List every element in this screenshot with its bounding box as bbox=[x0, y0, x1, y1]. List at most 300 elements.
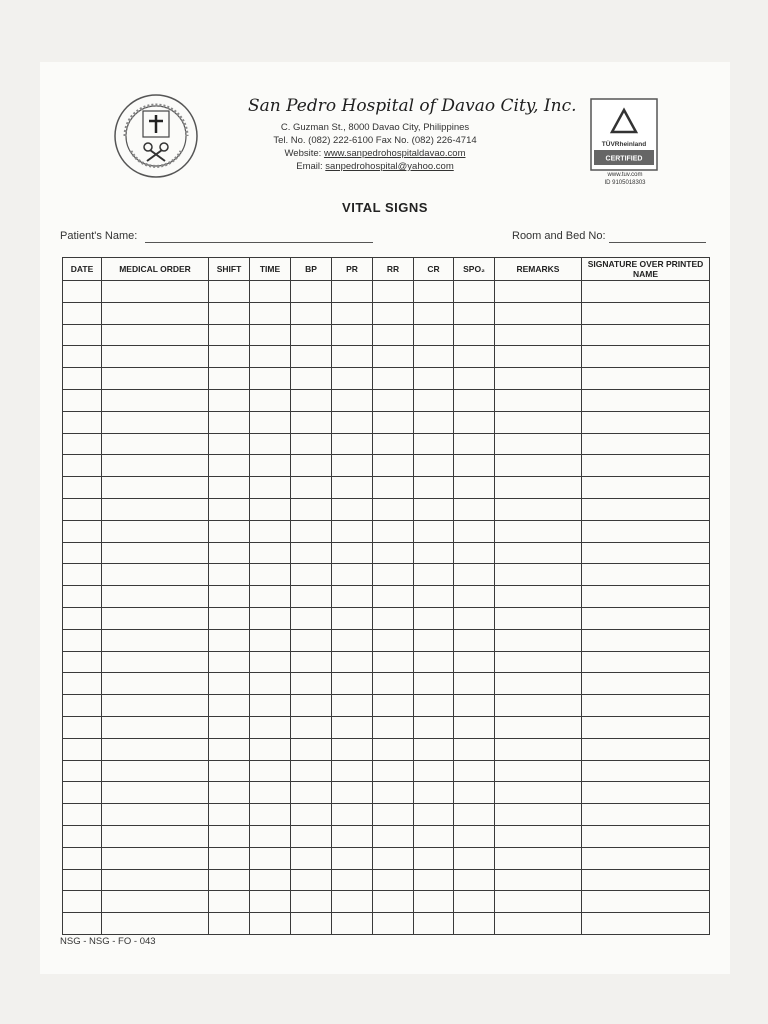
table-cell[interactable] bbox=[250, 847, 291, 869]
table-cell[interactable] bbox=[332, 411, 373, 433]
table-cell[interactable] bbox=[373, 913, 414, 935]
table-cell[interactable] bbox=[209, 847, 250, 869]
table-cell[interactable] bbox=[250, 411, 291, 433]
table-cell[interactable] bbox=[495, 433, 582, 455]
table-cell[interactable] bbox=[414, 542, 454, 564]
table-cell[interactable] bbox=[209, 891, 250, 913]
table-cell[interactable] bbox=[102, 673, 209, 695]
table-cell[interactable] bbox=[373, 651, 414, 673]
table-cell[interactable] bbox=[102, 891, 209, 913]
table-cell[interactable] bbox=[414, 825, 454, 847]
table-cell[interactable] bbox=[102, 346, 209, 368]
table-cell[interactable] bbox=[495, 586, 582, 608]
table-cell[interactable] bbox=[414, 455, 454, 477]
table-cell[interactable] bbox=[63, 477, 102, 499]
table-cell[interactable] bbox=[582, 869, 710, 891]
table-cell[interactable] bbox=[454, 433, 495, 455]
table-cell[interactable] bbox=[495, 389, 582, 411]
table-cell[interactable] bbox=[332, 825, 373, 847]
table-cell[interactable] bbox=[495, 542, 582, 564]
table-cell[interactable] bbox=[454, 913, 495, 935]
table-cell[interactable] bbox=[454, 477, 495, 499]
table-cell[interactable] bbox=[250, 346, 291, 368]
table-cell[interactable] bbox=[332, 564, 373, 586]
table-cell[interactable] bbox=[63, 760, 102, 782]
table-cell[interactable] bbox=[454, 368, 495, 390]
table-cell[interactable] bbox=[102, 913, 209, 935]
table-cell[interactable] bbox=[102, 869, 209, 891]
table-cell[interactable] bbox=[332, 629, 373, 651]
table-cell[interactable] bbox=[250, 891, 291, 913]
table-cell[interactable] bbox=[209, 498, 250, 520]
table-cell[interactable] bbox=[291, 389, 332, 411]
table-cell[interactable] bbox=[495, 673, 582, 695]
table-cell[interactable] bbox=[63, 891, 102, 913]
table-cell[interactable] bbox=[582, 542, 710, 564]
table-cell[interactable] bbox=[209, 433, 250, 455]
table-cell[interactable] bbox=[63, 804, 102, 826]
table-cell[interactable] bbox=[102, 607, 209, 629]
table-cell[interactable] bbox=[102, 498, 209, 520]
table-cell[interactable] bbox=[102, 455, 209, 477]
table-cell[interactable] bbox=[291, 411, 332, 433]
table-cell[interactable] bbox=[209, 324, 250, 346]
table-cell[interactable] bbox=[582, 346, 710, 368]
table-cell[interactable] bbox=[582, 891, 710, 913]
table-cell[interactable] bbox=[209, 368, 250, 390]
table-cell[interactable] bbox=[582, 847, 710, 869]
table-cell[interactable] bbox=[582, 716, 710, 738]
website-link[interactable]: www.sanpedrohospitaldavao.com bbox=[323, 148, 466, 159]
table-cell[interactable] bbox=[454, 564, 495, 586]
table-cell[interactable] bbox=[250, 607, 291, 629]
table-cell[interactable] bbox=[250, 368, 291, 390]
table-cell[interactable] bbox=[291, 542, 332, 564]
table-cell[interactable] bbox=[291, 346, 332, 368]
table-cell[interactable] bbox=[250, 281, 291, 303]
table-cell[interactable] bbox=[414, 346, 454, 368]
table-cell[interactable] bbox=[414, 891, 454, 913]
table-cell[interactable] bbox=[414, 411, 454, 433]
table-cell[interactable] bbox=[414, 695, 454, 717]
table-cell[interactable] bbox=[454, 324, 495, 346]
table-cell[interactable] bbox=[414, 564, 454, 586]
table-cell[interactable] bbox=[102, 782, 209, 804]
table-cell[interactable] bbox=[454, 716, 495, 738]
table-cell[interactable] bbox=[414, 520, 454, 542]
table-cell[interactable] bbox=[63, 716, 102, 738]
table-cell[interactable] bbox=[209, 520, 250, 542]
table-cell[interactable] bbox=[291, 804, 332, 826]
table-cell[interactable] bbox=[291, 281, 332, 303]
table-cell[interactable] bbox=[373, 695, 414, 717]
table-cell[interactable] bbox=[495, 281, 582, 303]
table-cell[interactable] bbox=[102, 389, 209, 411]
table-cell[interactable] bbox=[495, 302, 582, 324]
table-cell[interactable] bbox=[373, 281, 414, 303]
table-cell[interactable] bbox=[373, 324, 414, 346]
table-cell[interactable] bbox=[63, 782, 102, 804]
table-cell[interactable] bbox=[332, 346, 373, 368]
table-cell[interactable] bbox=[582, 913, 710, 935]
table-cell[interactable] bbox=[414, 433, 454, 455]
table-cell[interactable] bbox=[454, 389, 495, 411]
table-cell[interactable] bbox=[209, 346, 250, 368]
table-cell[interactable] bbox=[495, 913, 582, 935]
table-cell[interactable] bbox=[332, 716, 373, 738]
table-cell[interactable] bbox=[63, 586, 102, 608]
table-cell[interactable] bbox=[250, 586, 291, 608]
table-cell[interactable] bbox=[332, 673, 373, 695]
table-cell[interactable] bbox=[209, 302, 250, 324]
table-cell[interactable] bbox=[454, 498, 495, 520]
table-cell[interactable] bbox=[63, 455, 102, 477]
table-cell[interactable] bbox=[373, 433, 414, 455]
table-cell[interactable] bbox=[495, 368, 582, 390]
table-cell[interactable] bbox=[102, 564, 209, 586]
table-cell[interactable] bbox=[495, 346, 582, 368]
table-cell[interactable] bbox=[63, 673, 102, 695]
table-cell[interactable] bbox=[250, 651, 291, 673]
table-cell[interactable] bbox=[291, 302, 332, 324]
table-cell[interactable] bbox=[63, 498, 102, 520]
table-cell[interactable] bbox=[102, 302, 209, 324]
table-cell[interactable] bbox=[582, 607, 710, 629]
table-cell[interactable] bbox=[63, 346, 102, 368]
table-cell[interactable] bbox=[332, 847, 373, 869]
table-cell[interactable] bbox=[291, 498, 332, 520]
table-cell[interactable] bbox=[582, 520, 710, 542]
table-cell[interactable] bbox=[102, 847, 209, 869]
table-cell[interactable] bbox=[250, 324, 291, 346]
table-cell[interactable] bbox=[414, 782, 454, 804]
table-cell[interactable] bbox=[332, 869, 373, 891]
table-cell[interactable] bbox=[495, 891, 582, 913]
table-cell[interactable] bbox=[102, 433, 209, 455]
table-cell[interactable] bbox=[373, 477, 414, 499]
table-cell[interactable] bbox=[209, 586, 250, 608]
table-cell[interactable] bbox=[582, 651, 710, 673]
table-cell[interactable] bbox=[291, 629, 332, 651]
table-cell[interactable] bbox=[373, 520, 414, 542]
table-cell[interactable] bbox=[209, 825, 250, 847]
table-cell[interactable] bbox=[332, 455, 373, 477]
table-cell[interactable] bbox=[291, 607, 332, 629]
table-cell[interactable] bbox=[495, 564, 582, 586]
table-cell[interactable] bbox=[454, 302, 495, 324]
table-cell[interactable] bbox=[332, 760, 373, 782]
table-cell[interactable] bbox=[454, 891, 495, 913]
table-cell[interactable] bbox=[454, 760, 495, 782]
table-cell[interactable] bbox=[250, 716, 291, 738]
table-cell[interactable] bbox=[454, 607, 495, 629]
table-cell[interactable] bbox=[495, 607, 582, 629]
table-cell[interactable] bbox=[250, 804, 291, 826]
table-cell[interactable] bbox=[332, 913, 373, 935]
table-cell[interactable] bbox=[102, 477, 209, 499]
table-cell[interactable] bbox=[582, 498, 710, 520]
table-cell[interactable] bbox=[209, 607, 250, 629]
table-cell[interactable] bbox=[582, 477, 710, 499]
table-cell[interactable] bbox=[454, 869, 495, 891]
table-cell[interactable] bbox=[250, 738, 291, 760]
table-cell[interactable] bbox=[454, 586, 495, 608]
table-cell[interactable] bbox=[63, 695, 102, 717]
table-cell[interactable] bbox=[454, 847, 495, 869]
table-cell[interactable] bbox=[209, 411, 250, 433]
table-cell[interactable] bbox=[332, 433, 373, 455]
table-cell[interactable] bbox=[209, 389, 250, 411]
table-cell[interactable] bbox=[582, 389, 710, 411]
table-cell[interactable] bbox=[414, 498, 454, 520]
table-cell[interactable] bbox=[373, 564, 414, 586]
table-cell[interactable] bbox=[373, 542, 414, 564]
table-cell[interactable] bbox=[332, 281, 373, 303]
table-cell[interactable] bbox=[373, 411, 414, 433]
table-cell[interactable] bbox=[373, 455, 414, 477]
table-cell[interactable] bbox=[63, 324, 102, 346]
table-cell[interactable] bbox=[582, 368, 710, 390]
table-cell[interactable] bbox=[250, 455, 291, 477]
table-cell[interactable] bbox=[291, 869, 332, 891]
table-cell[interactable] bbox=[209, 281, 250, 303]
table-cell[interactable] bbox=[332, 782, 373, 804]
table-cell[interactable] bbox=[414, 738, 454, 760]
table-cell[interactable] bbox=[332, 738, 373, 760]
table-cell[interactable] bbox=[454, 281, 495, 303]
table-cell[interactable] bbox=[209, 913, 250, 935]
table-cell[interactable] bbox=[454, 411, 495, 433]
table-cell[interactable] bbox=[102, 542, 209, 564]
table-cell[interactable] bbox=[63, 411, 102, 433]
table-cell[interactable] bbox=[291, 586, 332, 608]
table-cell[interactable] bbox=[373, 673, 414, 695]
table-cell[interactable] bbox=[291, 368, 332, 390]
table-cell[interactable] bbox=[291, 433, 332, 455]
table-cell[interactable] bbox=[495, 520, 582, 542]
table-cell[interactable] bbox=[414, 586, 454, 608]
table-cell[interactable] bbox=[291, 891, 332, 913]
table-cell[interactable] bbox=[291, 760, 332, 782]
table-cell[interactable] bbox=[102, 411, 209, 433]
table-cell[interactable] bbox=[582, 324, 710, 346]
table-cell[interactable] bbox=[332, 586, 373, 608]
table-cell[interactable] bbox=[102, 324, 209, 346]
room-bed-field[interactable] bbox=[609, 242, 706, 243]
table-cell[interactable] bbox=[291, 564, 332, 586]
table-cell[interactable] bbox=[495, 498, 582, 520]
table-cell[interactable] bbox=[332, 389, 373, 411]
table-cell[interactable] bbox=[63, 913, 102, 935]
table-cell[interactable] bbox=[414, 804, 454, 826]
table-cell[interactable] bbox=[414, 651, 454, 673]
table-cell[interactable] bbox=[250, 782, 291, 804]
table-cell[interactable] bbox=[373, 869, 414, 891]
table-cell[interactable] bbox=[63, 869, 102, 891]
table-cell[interactable] bbox=[102, 695, 209, 717]
table-cell[interactable] bbox=[373, 302, 414, 324]
table-cell[interactable] bbox=[373, 891, 414, 913]
table-cell[interactable] bbox=[495, 825, 582, 847]
table-cell[interactable] bbox=[454, 542, 495, 564]
table-cell[interactable] bbox=[63, 651, 102, 673]
table-cell[interactable] bbox=[102, 716, 209, 738]
table-cell[interactable] bbox=[373, 498, 414, 520]
table-cell[interactable] bbox=[332, 542, 373, 564]
table-cell[interactable] bbox=[209, 695, 250, 717]
table-cell[interactable] bbox=[582, 455, 710, 477]
table-cell[interactable] bbox=[495, 738, 582, 760]
table-cell[interactable] bbox=[373, 738, 414, 760]
table-cell[interactable] bbox=[373, 760, 414, 782]
table-cell[interactable] bbox=[63, 564, 102, 586]
table-cell[interactable] bbox=[102, 825, 209, 847]
table-cell[interactable] bbox=[250, 629, 291, 651]
table-cell[interactable] bbox=[582, 281, 710, 303]
table-cell[interactable] bbox=[332, 324, 373, 346]
table-cell[interactable] bbox=[454, 673, 495, 695]
table-cell[interactable] bbox=[209, 760, 250, 782]
table-cell[interactable] bbox=[582, 804, 710, 826]
table-cell[interactable] bbox=[582, 411, 710, 433]
table-cell[interactable] bbox=[250, 498, 291, 520]
table-cell[interactable] bbox=[102, 586, 209, 608]
table-cell[interactable] bbox=[373, 586, 414, 608]
table-cell[interactable] bbox=[102, 760, 209, 782]
table-cell[interactable] bbox=[582, 695, 710, 717]
table-cell[interactable] bbox=[102, 281, 209, 303]
table-cell[interactable] bbox=[63, 542, 102, 564]
table-cell[interactable] bbox=[209, 651, 250, 673]
table-cell[interactable] bbox=[414, 760, 454, 782]
table-cell[interactable] bbox=[63, 847, 102, 869]
table-cell[interactable] bbox=[250, 520, 291, 542]
table-cell[interactable] bbox=[332, 477, 373, 499]
table-cell[interactable] bbox=[495, 477, 582, 499]
table-cell[interactable] bbox=[291, 477, 332, 499]
email-link[interactable]: sanpedrohospital@yahoo.com bbox=[325, 161, 454, 172]
table-cell[interactable] bbox=[209, 782, 250, 804]
table-cell[interactable] bbox=[495, 455, 582, 477]
table-cell[interactable] bbox=[332, 368, 373, 390]
table-cell[interactable] bbox=[291, 651, 332, 673]
table-cell[interactable] bbox=[250, 389, 291, 411]
table-cell[interactable] bbox=[332, 520, 373, 542]
table-cell[interactable] bbox=[373, 389, 414, 411]
table-cell[interactable] bbox=[414, 847, 454, 869]
table-cell[interactable] bbox=[414, 716, 454, 738]
table-cell[interactable] bbox=[209, 716, 250, 738]
table-cell[interactable] bbox=[495, 716, 582, 738]
table-cell[interactable] bbox=[250, 913, 291, 935]
table-cell[interactable] bbox=[63, 281, 102, 303]
table-cell[interactable] bbox=[250, 760, 291, 782]
table-cell[interactable] bbox=[250, 433, 291, 455]
table-cell[interactable] bbox=[454, 629, 495, 651]
table-cell[interactable] bbox=[373, 629, 414, 651]
table-cell[interactable] bbox=[495, 629, 582, 651]
table-cell[interactable] bbox=[291, 716, 332, 738]
table-cell[interactable] bbox=[63, 433, 102, 455]
table-cell[interactable] bbox=[291, 695, 332, 717]
table-cell[interactable] bbox=[209, 455, 250, 477]
table-cell[interactable] bbox=[63, 629, 102, 651]
table-cell[interactable] bbox=[291, 673, 332, 695]
table-cell[interactable] bbox=[373, 804, 414, 826]
table-cell[interactable] bbox=[291, 825, 332, 847]
table-cell[interactable] bbox=[332, 498, 373, 520]
table-cell[interactable] bbox=[582, 564, 710, 586]
table-cell[interactable] bbox=[332, 302, 373, 324]
table-cell[interactable] bbox=[63, 520, 102, 542]
table-cell[interactable] bbox=[209, 477, 250, 499]
table-cell[interactable] bbox=[454, 346, 495, 368]
table-cell[interactable] bbox=[291, 738, 332, 760]
table-cell[interactable] bbox=[332, 804, 373, 826]
table-cell[interactable] bbox=[102, 629, 209, 651]
table-cell[interactable] bbox=[582, 586, 710, 608]
table-cell[interactable] bbox=[63, 825, 102, 847]
table-cell[interactable] bbox=[582, 782, 710, 804]
table-cell[interactable] bbox=[250, 477, 291, 499]
table-cell[interactable] bbox=[373, 346, 414, 368]
table-cell[interactable] bbox=[414, 607, 454, 629]
table-cell[interactable] bbox=[454, 825, 495, 847]
table-cell[interactable] bbox=[495, 411, 582, 433]
table-cell[interactable] bbox=[209, 564, 250, 586]
table-cell[interactable] bbox=[250, 869, 291, 891]
table-cell[interactable] bbox=[495, 695, 582, 717]
table-cell[interactable] bbox=[582, 760, 710, 782]
table-cell[interactable] bbox=[454, 804, 495, 826]
table-cell[interactable] bbox=[250, 825, 291, 847]
table-cell[interactable] bbox=[209, 804, 250, 826]
table-cell[interactable] bbox=[102, 520, 209, 542]
table-cell[interactable] bbox=[495, 782, 582, 804]
table-cell[interactable] bbox=[414, 629, 454, 651]
table-cell[interactable] bbox=[63, 302, 102, 324]
table-cell[interactable] bbox=[102, 368, 209, 390]
table-cell[interactable] bbox=[582, 673, 710, 695]
table-cell[interactable] bbox=[414, 281, 454, 303]
table-cell[interactable] bbox=[495, 651, 582, 673]
table-cell[interactable] bbox=[454, 695, 495, 717]
table-cell[interactable] bbox=[291, 847, 332, 869]
table-cell[interactable] bbox=[102, 738, 209, 760]
table-cell[interactable] bbox=[373, 847, 414, 869]
table-cell[interactable] bbox=[209, 629, 250, 651]
table-cell[interactable] bbox=[209, 738, 250, 760]
table-cell[interactable] bbox=[414, 389, 454, 411]
table-cell[interactable] bbox=[454, 651, 495, 673]
table-cell[interactable] bbox=[454, 782, 495, 804]
table-cell[interactable] bbox=[495, 760, 582, 782]
table-cell[interactable] bbox=[250, 542, 291, 564]
table-cell[interactable] bbox=[373, 825, 414, 847]
table-cell[interactable] bbox=[250, 564, 291, 586]
table-cell[interactable] bbox=[250, 695, 291, 717]
table-cell[interactable] bbox=[291, 782, 332, 804]
table-cell[interactable] bbox=[209, 869, 250, 891]
table-cell[interactable] bbox=[414, 913, 454, 935]
table-cell[interactable] bbox=[373, 607, 414, 629]
table-cell[interactable] bbox=[582, 629, 710, 651]
table-cell[interactable] bbox=[582, 825, 710, 847]
table-cell[interactable] bbox=[582, 433, 710, 455]
table-cell[interactable] bbox=[414, 673, 454, 695]
table-cell[interactable] bbox=[250, 673, 291, 695]
table-cell[interactable] bbox=[291, 520, 332, 542]
